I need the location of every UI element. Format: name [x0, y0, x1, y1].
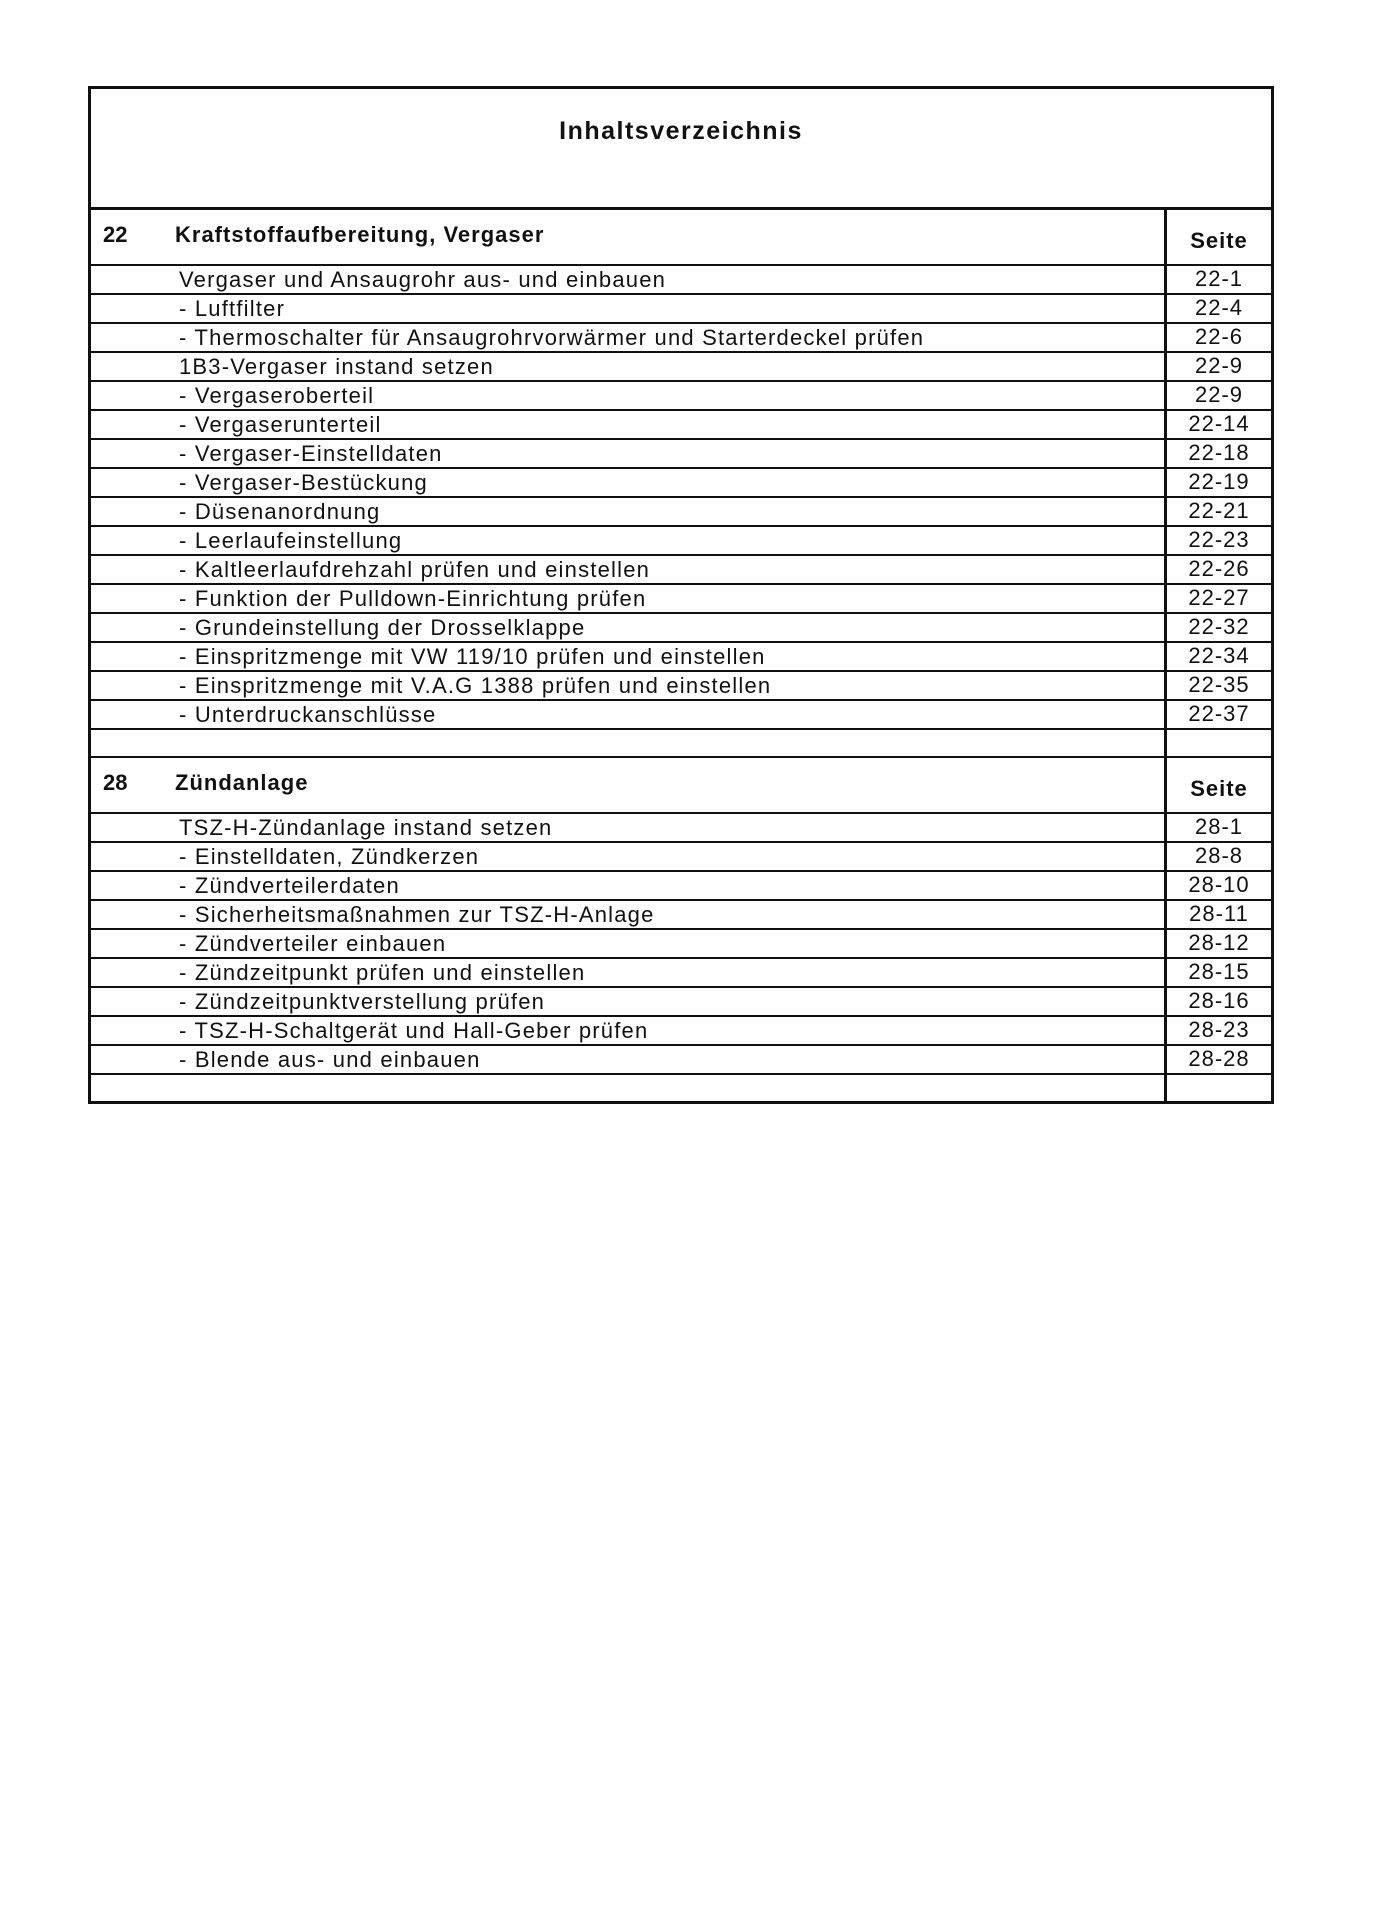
- toc-entry-label: - Einspritzmenge mit V.A.G 1388 prüfen und einstellen: [179, 672, 772, 698]
- toc-entry-label: - Zündzeitpunktverstellung prüfen: [179, 988, 546, 1014]
- toc-entry-page: 22-35: [1164, 672, 1271, 699]
- toc-entry-page: 22-21: [1164, 498, 1271, 525]
- toc-entry-row: [91, 959, 1271, 988]
- toc-title-row: [91, 89, 1271, 210]
- section-number: 28: [103, 770, 128, 795]
- toc-entry-page: 22-9: [1164, 353, 1271, 380]
- toc-entry-row: [91, 527, 1271, 556]
- toc-entry-row: [91, 643, 1271, 672]
- toc-entry-page: 28-10: [1164, 872, 1271, 899]
- toc-entry-label: - Düsenanordnung: [179, 498, 381, 524]
- toc-entry-row: [91, 382, 1271, 411]
- toc-entry-label: - Blende aus- und einbauen: [179, 1046, 481, 1072]
- toc-entry-label: - Luftfilter: [179, 295, 286, 321]
- toc-entry-label: - Unterdruckanschlüsse: [179, 701, 437, 727]
- toc-entry-row: [91, 672, 1271, 701]
- toc-entry-page: 22-6: [1164, 324, 1271, 351]
- spacer-page-cell: [1164, 730, 1271, 756]
- spacer-cell: [91, 730, 1164, 756]
- spacer-cell: [91, 1075, 1164, 1101]
- toc-entry-label: - Zündverteilerdaten: [179, 872, 400, 898]
- toc-entry-label: - Grundeinstellung der Drosselklappe: [179, 614, 586, 640]
- toc-entry-row: [91, 614, 1271, 643]
- section-title: Zündanlage: [175, 770, 309, 795]
- toc-entry-label: - Zündzeitpunkt prüfen und einstellen: [179, 959, 586, 985]
- toc-entry-row: [91, 324, 1271, 353]
- toc-entry-page: 28-11: [1164, 901, 1271, 928]
- toc-entry-row: [91, 556, 1271, 585]
- spacer-row: [91, 1075, 1271, 1101]
- toc-entry-page: 22-32: [1164, 614, 1271, 641]
- toc-entry-row: [91, 585, 1271, 614]
- toc-entry-page: 22-1: [1164, 266, 1271, 293]
- toc-entry-page: 28-28: [1164, 1046, 1271, 1073]
- page-column-header: Seite: [1164, 210, 1271, 264]
- section-title: Kraftstoffaufbereitung, Vergaser: [175, 222, 545, 247]
- toc-entry-row: [91, 701, 1271, 730]
- toc-entry-page: 22-19: [1164, 469, 1271, 496]
- toc-entry-page: 22-27: [1164, 585, 1271, 612]
- toc-entry-label: - Vergaser-Bestückung: [179, 469, 428, 495]
- toc-entry-row: [91, 930, 1271, 959]
- toc-entry-row: [91, 1017, 1271, 1046]
- toc-entry-row: [91, 843, 1271, 872]
- toc-title: Inhaltsverzeichnis: [559, 117, 803, 145]
- toc-entry-row: [91, 814, 1271, 843]
- toc-entry-row: [91, 295, 1271, 324]
- toc-entry-page: 22-37: [1164, 701, 1271, 728]
- toc-entry-page: 22-34: [1164, 643, 1271, 670]
- section-header-cell: [91, 210, 1164, 264]
- toc-entry-page: 28-12: [1164, 930, 1271, 957]
- toc-entry-page: 22-9: [1164, 382, 1271, 409]
- page-column-header: Seite: [1164, 758, 1271, 812]
- toc-entry-row: [91, 901, 1271, 930]
- toc-entry-label: - Vergaserunterteil: [179, 411, 382, 437]
- toc-entry-page: 28-16: [1164, 988, 1271, 1015]
- toc-entry-label: - Kaltleerlaufdrehzahl prüfen und einstellen: [179, 556, 651, 582]
- toc-entry-page: 22-18: [1164, 440, 1271, 467]
- toc-entry-label: - Einstelldaten, Zündkerzen: [179, 843, 480, 869]
- toc-entry-label: - Sicherheitsmaßnahmen zur TSZ-H-Anlage: [179, 901, 655, 927]
- section-header-row: [91, 758, 1271, 814]
- toc-entry-row: [91, 988, 1271, 1017]
- section-header-row: [91, 210, 1271, 266]
- toc-entry-label: - Funktion der Pulldown-Einrichtung prüfen: [179, 585, 647, 611]
- toc-entry-label: TSZ-H-Zündanlage instand setzen: [179, 814, 553, 840]
- toc-entry-label: - Zündverteiler einbauen: [179, 930, 447, 956]
- toc-entry-label: 1B3-Vergaser instand setzen: [179, 353, 494, 379]
- toc-entry-row: [91, 872, 1271, 901]
- toc-entry-label: - TSZ-H-Schaltgerät und Hall-Geber prüfen: [179, 1017, 649, 1043]
- toc-entry-row: [91, 1046, 1271, 1075]
- toc-entry-page: 22-26: [1164, 556, 1271, 583]
- toc-entry-page: 28-1: [1164, 814, 1271, 841]
- toc-entry-page: 22-4: [1164, 295, 1271, 322]
- toc-entry-label: - Thermoschalter für Ansaugrohrvorwärmer und Starterdeckel prüfen: [179, 324, 925, 350]
- toc-entry-label: - Vergaser-Einstelldaten: [179, 440, 443, 466]
- toc-entry-row: [91, 266, 1271, 295]
- toc-sections: [91, 210, 1271, 1101]
- spacer-page-cell: [1164, 1075, 1271, 1101]
- toc-entry-row: [91, 440, 1271, 469]
- toc-entry-page: 22-23: [1164, 527, 1271, 554]
- toc-entry-page: 28-23: [1164, 1017, 1271, 1044]
- toc-entry-label: Vergaser und Ansaugrohr aus- und einbauen: [179, 266, 667, 292]
- toc-entry-label: - Vergaseroberteil: [179, 382, 375, 408]
- toc-entry-row: [91, 469, 1271, 498]
- toc-entry-page: 28-8: [1164, 843, 1271, 870]
- table-of-contents: [88, 86, 1274, 1104]
- section-number: 22: [103, 222, 128, 247]
- toc-entry-row: [91, 411, 1271, 440]
- toc-entry-row: [91, 353, 1271, 382]
- spacer-row: [91, 730, 1271, 758]
- toc-entry-label: - Leerlaufeinstellung: [179, 527, 403, 553]
- section-header-cell: [91, 758, 1164, 812]
- toc-entry-page: 28-15: [1164, 959, 1271, 986]
- toc-entry-row: [91, 498, 1271, 527]
- toc-entry-label: - Einspritzmenge mit VW 119/10 prüfen und einstellen: [179, 643, 766, 669]
- toc-entry-page: 22-14: [1164, 411, 1271, 438]
